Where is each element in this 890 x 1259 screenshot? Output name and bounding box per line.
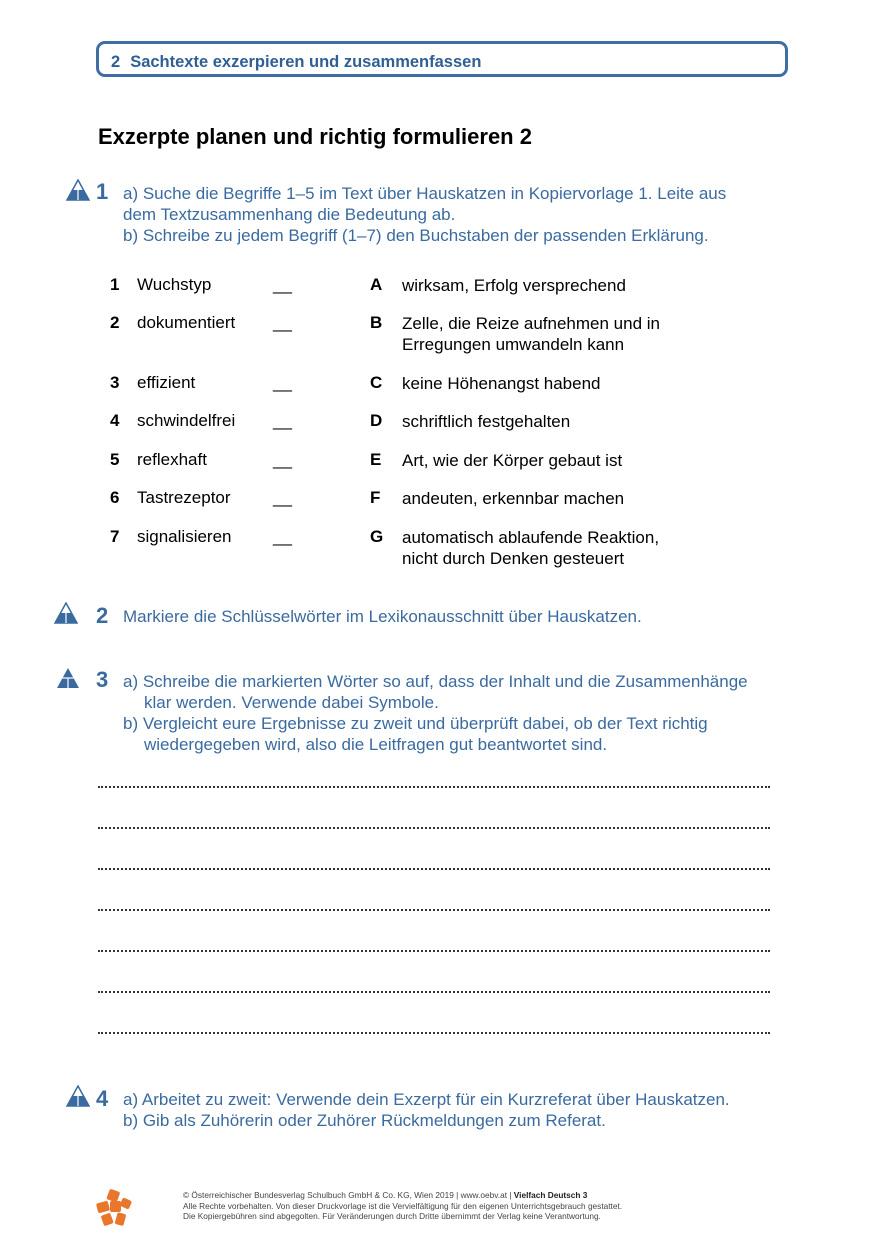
task-text: b) Gib als Zuhörerin oder Zuhörer Rückmeldungen zum Referat. [123,1111,606,1130]
term: schwindelfrei [137,411,236,430]
chapter-heading [111,53,481,72]
task-number: 2 [96,603,109,628]
definition-letter: E [370,450,382,469]
answer-blank[interactable]: __ [273,411,292,430]
term: Wuchstyp [137,275,212,294]
pyramid-level-icon [54,602,78,624]
answer-blank[interactable]: __ [273,313,292,332]
definition-letter: G [370,527,384,546]
answer-blank[interactable]: __ [273,275,292,294]
term: signalisieren [137,527,232,546]
term-number: 5 [110,450,120,469]
term-number: 7 [110,527,120,546]
term-number: 4 [110,411,120,430]
task-text: b) Vergleicht eure Ergebnisse zu zweit und überprüft dabei, ob der Text richtig [123,714,708,733]
pyramid-level-icon [66,179,90,201]
definition: Erregungen umwandeln kann [402,335,625,354]
pyramid-filled-icon [56,667,80,689]
page-title: Exzerpte planen und richtig formulieren 2 [98,124,532,149]
footer-copyright [183,1190,622,1222]
term: Tastrezeptor [137,488,231,507]
definition: Art, wie der Körper gebaut ist [402,451,623,470]
term: effizient [137,373,196,392]
task-text: dem Textzusammenhang die Bedeutung ab. [123,205,456,224]
chapter-header [96,41,788,77]
definition-letter: C [370,373,383,392]
chapter-number: 2 [111,53,121,71]
term-number: 2 [110,313,120,332]
definition: Zelle, die Reize aufnehmen und in [402,314,660,333]
answer-line[interactable] [98,827,770,829]
answer-line[interactable] [98,868,770,870]
footer-line: Alle Rechte vorbehalten. Von dieser Druckvorlage ist die Vervielfältigung für den eigenen Unterrichtsgebrauch gestattet. [183,1200,623,1211]
chapter-title: Sachtexte exzerpieren und zusammenfassen [130,53,482,71]
definition: schriftlich festgehalten [402,412,571,431]
footer-line: © Österreichischer Bundesverlag Schulbuch GmbH & Co. KG, Wien 2019 | www.oebv.at | [183,1190,514,1200]
answer-line[interactable] [98,786,770,788]
definition: wirksam, Erfolg versprechend [402,276,626,295]
task-text: a) Suche die Begriffe 1–5 im Text über Hauskatzen in Kopiervorlage 1. Leite aus [123,184,727,203]
answer-blank[interactable]: __ [273,373,292,392]
task-number: 3 [96,667,109,692]
term: dokumentiert [137,313,236,332]
task-text: a) Arbeitet zu zweit: Verwende dein Exzerpt für ein Kurzreferat über Hauskatzen. [123,1090,730,1109]
answer-blank[interactable]: __ [273,527,292,546]
answer-line[interactable] [98,950,770,952]
task-text: Markiere die Schlüsselwörter im Lexikonausschnitt über Hauskatzen. [123,607,642,626]
definition: automatisch ablaufende Reaktion, [402,528,660,547]
definition-letter: F [370,488,381,507]
term-number: 3 [110,373,120,392]
publisher-logo-icon [96,1189,132,1227]
answer-line[interactable] [98,1032,770,1034]
definition: keine Höhenangst habend [402,374,601,393]
footer-line: Die Kopiergebühren sind abgegolten. Für Veränderungen durch Dritte übernimmt der Verlag keine Verantwortung. [183,1211,601,1221]
definition-letter: A [370,275,383,294]
answer-blank[interactable]: __ [273,450,292,469]
term-number: 6 [110,488,120,507]
pyramid-level-icon [66,1085,90,1107]
definition: andeuten, erkennbar machen [402,489,625,508]
definition-letter: D [370,411,383,430]
answer-blank[interactable]: __ [273,488,292,507]
answer-line[interactable] [98,909,770,911]
answer-line[interactable] [98,991,770,993]
task-text: klar werden. Verwende dabei Symbole. [144,693,439,712]
task-number: 4 [96,1086,109,1111]
task-text: a) Schreibe die markierten Wörter so auf, dass der Inhalt und die Zusammenhänge [123,672,748,691]
task-text: wiedergegeben wird, also die Leitfragen gut beantwortet sind. [144,735,608,754]
task-text: b) Schreibe zu jedem Begriff (1–7) den Buchstaben der passenden Erklärung. [123,226,709,245]
definition: nicht durch Denken gesteuert [402,549,625,568]
term-number: 1 [110,275,120,294]
definition-letter: B [370,313,383,332]
footer-book-title: Vielfach Deutsch 3 [513,1190,588,1200]
term: reflexhaft [137,450,207,469]
task-number: 1 [96,179,109,204]
